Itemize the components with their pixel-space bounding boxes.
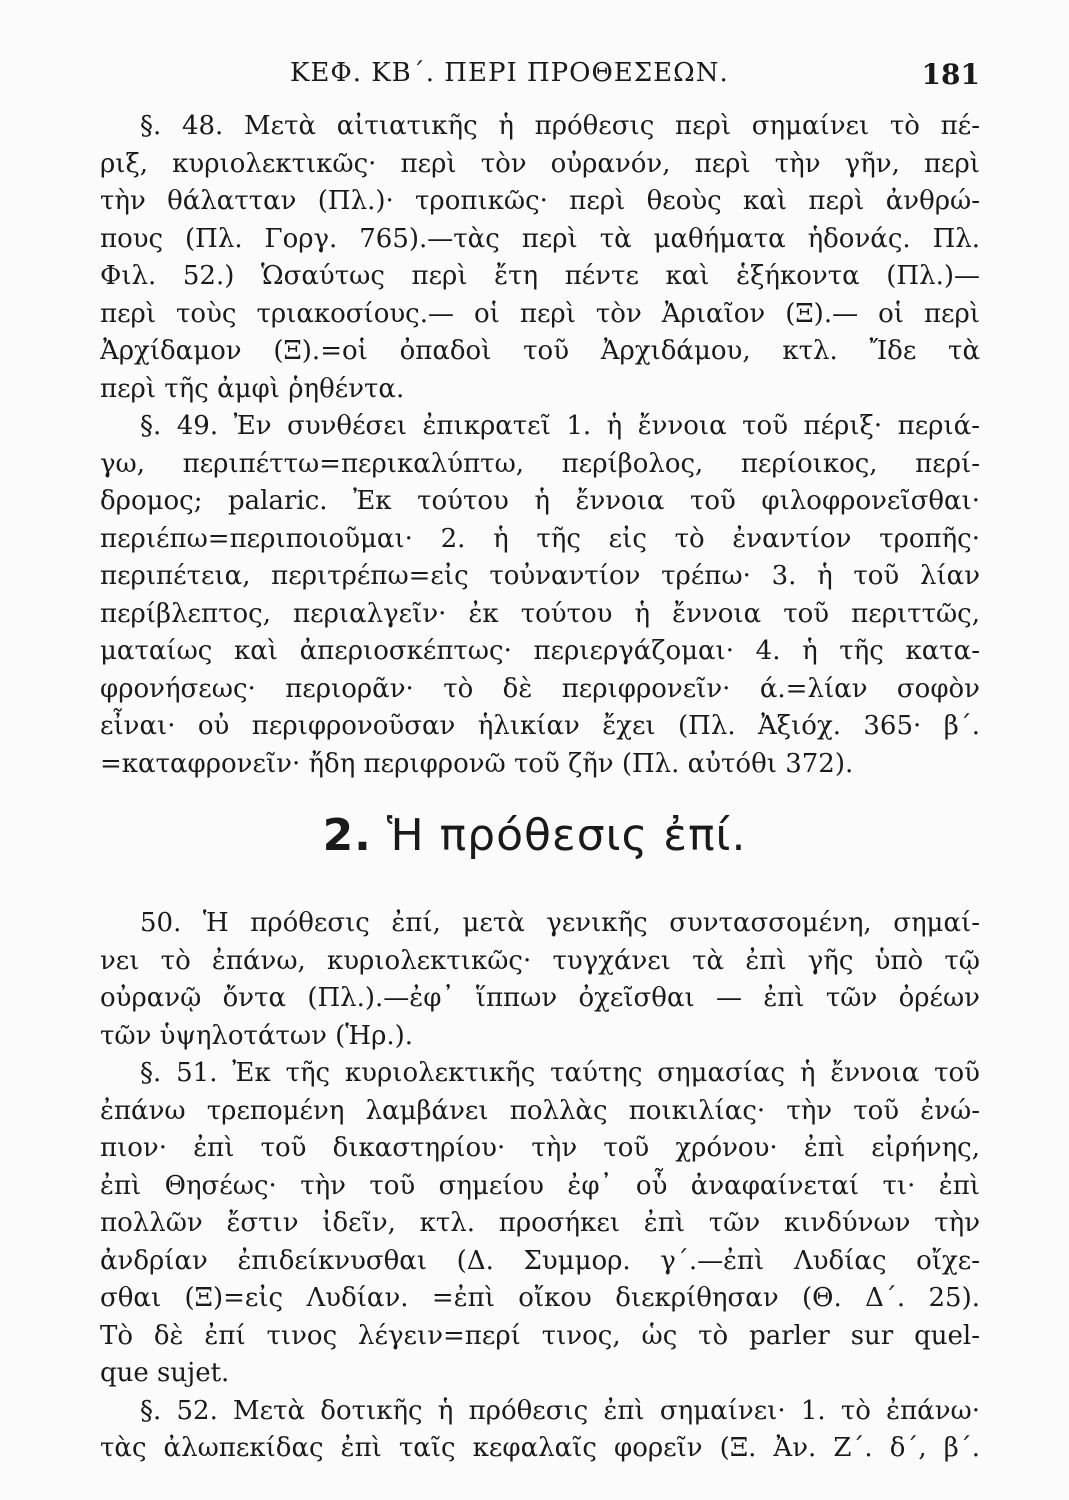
text-line: τὴν θάλατταν (Πλ.)· τροπικῶς· περὶ θεοὺς καὶ περὶ ἀνθρώ- [100,186,980,216]
text-block-paragraphs-48-49 [100,108,980,783]
text-line: Τὸ δὲ ἐπί τινος λέγειν=περί τινος, ὡς τὸ parler sur quel- [100,1320,980,1351]
text-line: πιον· ἐπὶ τοῦ δικαστηρίου· τὴν τοῦ χρόνου· ἐπὶ εἰρήνης, [100,1133,980,1163]
text-line: =καταφρονεῖν· ἤδη περιφρονῶ τοῦ ζῆν (Πλ. αὐτόθι 372). [100,748,854,779]
text-line: σθαι (Ξ)=εἰς Λυδίαν. =ἐπὶ οἴκου διεκρίθησαν (Θ. Δ΄. 25). [100,1283,980,1313]
text-line: περὶ τοὺς τριακοσίους.— οἱ περὶ τὸν Ἀριαῖον (Ξ).— οἱ περὶ [100,298,980,329]
text-line: ριξ, κυριολεκτικῶς· περὶ τὸν οὐρανόν, περὶ τὴν γῆν, περὶ [100,148,980,179]
text-line: δρομος; palaric. Ἐκ τούτου ἡ ἔννοια τοῦ φιλοφρονεῖσθαι· [100,486,980,516]
text-line: πους (Πλ. Γοργ. 765).—τὰς περὶ τὰ μαθήματα ἡδονάς. Πλ. [100,223,980,254]
page-number: 181 [921,58,980,91]
text-line: §. 52. Μετὰ δοτικῆς ἡ πρόθεσις ἐπὶ σημαίνει· 1. τὸ ἐπάνω· [140,1395,980,1426]
text-line: ἐπὶ Θησέως· τὴν τοῦ σημείου ἐφ᾽ οὗ ἀναφαίνεταί τι· ἐπὶ [100,1170,980,1201]
text-line: περίβλεπτος, περιαλγεῖν· ἐκ τούτου ἡ ἔννοια τοῦ περιττῶς, [100,598,980,629]
running-title: ΚΕΦ. ΚΒ΄. ΠΕΡΙ ΠΡΟΘΕΣΕΩΝ. [290,58,729,88]
section-heading [0,810,1069,861]
text-line: περιέπω=περιποιοῦμαι· 2. ἡ τῆς εἰς τὸ ἐναντίον τροπῆς· [100,523,980,554]
text-line: §. 51. Ἐκ τῆς κυριολεκτικῆς ταύτης σημασίας ἡ ἔννοια τοῦ [140,1058,980,1088]
text-line: τὰς ἀλωπεκίδας ἐπὶ ταῖς κεφαλαῖς φορεῖν (Ξ. Ἀν. Ζ΄. δ΄, β΄. [100,1433,980,1463]
text-line: Φιλ. 52.) Ὡσαύτως περὶ ἔτη πέντε καὶ ἑξήκοντα (Πλ.)— [100,261,980,291]
text-block-paragraphs-50-52 [100,905,980,1468]
text-line: 50. Ἡ πρόθεσις ἐπί, μετὰ γενικῆς συντασσομένη, σημαί- [140,908,980,938]
text-line: περιπέτεια, περιτρέπω=εἰς τοὐναντίον τρέπω· 3. ἡ τοῦ λίαν [100,561,980,591]
section-number: 2. [322,810,372,861]
text-line: τῶν ὑψηλοτάτων (Ἡρ.). [100,1020,414,1051]
text-line: §. 49. Ἐν συνθέσει ἐπικρατεῖ 1. ἡ ἔννοια τοῦ πέριξ· περιά- [140,411,980,441]
text-line: §. 48. Μετὰ αἰτιατικῆς ἡ πρόθεσις περὶ σημαίνει τὸ πέ- [140,111,980,141]
text-line: εἶναι· οὐ περιφρονοῦσαν ἡλικίαν ἔχει (Πλ. Ἀξιόχ. 365· β΄. [100,711,980,741]
text-line: Ἀρχίδαμον (Ξ).=οἱ ὀπαδοὶ τοῦ Ἀρχιδάμου, κτλ. Ἴδε τὰ [100,336,980,366]
text-line: γω, περιπέττω=περικαλύπτω, περίβολος, περίοικος, περί- [100,448,980,479]
text-line: que sujet. [100,1358,230,1388]
text-line: ἀνδρίαν ἐπιδείκνυσθαι (Δ. Συμμορ. γ΄.—ἐπὶ Λυδίας οἴχε- [100,1245,980,1276]
running-header [100,58,980,98]
text-line: πολλῶν ἔστιν ἰδεῖν, κτλ. προσήκει ἐπὶ τῶν κινδύνων τὴν [100,1208,980,1238]
text-line: ἐπάνω τρεπομένη λαμβάνει πολλὰς ποικιλίας· τὴν τοῦ ἐνώ- [100,1095,980,1126]
text-line: φρονήσεως· περιορᾶν· τὸ δὲ περιφρονεῖν· ά.=λίαν σοφὸν [100,673,980,704]
text-line: ματαίως καὶ ἀπεριοσκέπτως· περιεργάζομαι· 4. ἡ τῆς κατα- [100,636,980,666]
text-line: περὶ τῆς ἀμφὶ ῥηθέντα. [100,373,405,404]
section-title: Ἡ πρόθεσις ἐπί. [386,810,747,861]
text-line: νει τὸ ἐπάνω, κυριολεκτικῶς· τυγχάνει τὰ ἐπὶ γῆς ὑπὸ τῷ [100,945,980,976]
text-line: οὐρανῷ ὄντα (Πλ.).—ἐφ᾽ ἵππων ὀχεῖσθαι — ἐπὶ τῶν ὀρέων [100,983,980,1013]
